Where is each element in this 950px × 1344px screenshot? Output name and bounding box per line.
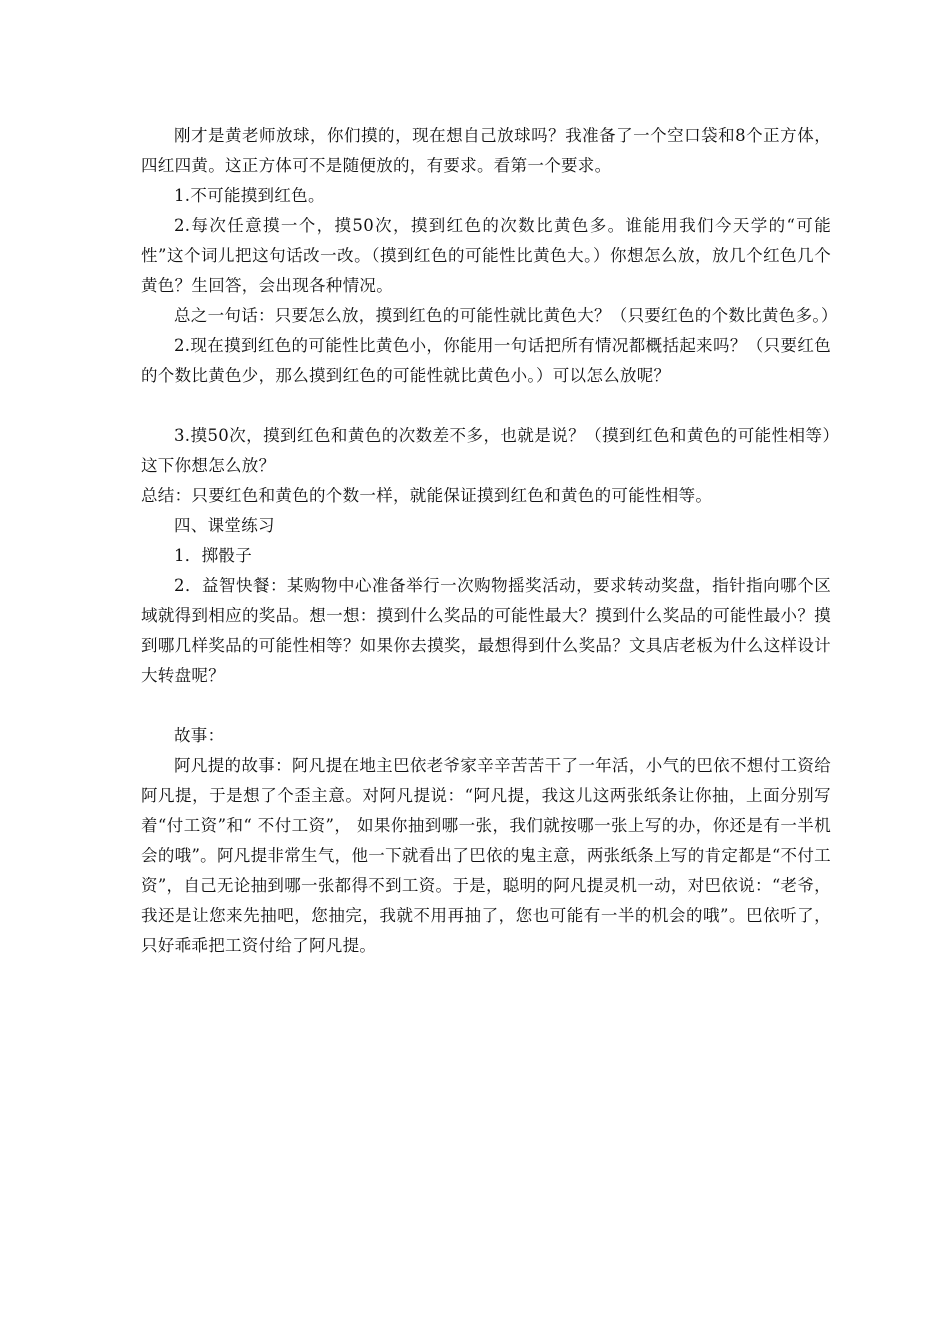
section-heading-practice: 四、课堂练习 — [174, 516, 275, 535]
paragraph-summary-sentence: 总之一句话：只要怎么放，摸到红色的可能性就比黄色大？（只要红色的个数比黄色多。） — [174, 306, 838, 325]
paragraph-requirement-2: 2.每次任意摸一个，摸50次，摸到红色的次数比黄色多。谁能用我们今天学的“可能性”这个词儿把这句话改一改。（摸到红色的可能性比黄色大。）你想怎么放，放几个红色几个黄色？生回答，会出现各种情况。 — [141, 216, 831, 295]
blank-line — [141, 391, 831, 421]
practice-item-1: 1．掷骰子 — [174, 546, 252, 565]
story-heading: 故事： — [174, 726, 225, 745]
paragraph-requirement-1: 1.不可能摸到红色。 — [174, 186, 325, 205]
blank-line — [141, 691, 831, 721]
document-body — [141, 121, 838, 961]
practice-item-2: 2．益智快餐：某购物中心准备举行一次购物摇奖活动，要求转动奖盘，指针指向哪个区域就得到相应的奖品。想一想：摸到什么奖品的可能性最大？摸到什么奖品的可能性最小？摸到哪几样奖品的可能性相等？如果你去摸奖，最想得到什么奖品？文具店老板为什么这样设计大转盘呢？ — [141, 576, 831, 685]
story-body: 阿凡提的故事：阿凡提在地主巴依老爷家辛辛苦苦干了一年活，小气的巴依不想付工资给阿凡提，于是想了个歪主意。对阿凡提说：“阿凡提，我这儿这两张纸条让你抽，上面分别写着“付工资”和“ 不付工资”， 如果你抽到哪一张，我们就按哪一张上写的办，你还是有一半机会的哦”。阿凡提非常生气，他一下就看出了巴依的鬼主意，两张纸条上写的肯定都是“不付工资”，自己无论抽到哪一张都得不到工资。于是，聪明的阿凡提灵机一动，对巴依说：“老爷，我还是让您来先抽吧，您抽完，我就不用再抽了，您也可能有一半的机会的哦”。巴依听了，只好乖乖把工资付给了阿凡提。 — [141, 756, 831, 955]
paragraph-requirement-3: 3.摸50次，摸到红色和黄色的次数差不多，也就是说？（摸到红色和黄色的可能性相等）这下你想怎么放？ — [141, 426, 831, 475]
paragraph-requirement-2b: 2.现在摸到红色的可能性比黄色小，你能用一句话把所有情况都概括起来吗？（只要红色的个数比黄色少，那么摸到红色的可能性就比黄色小。）可以怎么放呢？ — [141, 336, 831, 385]
paragraph-intro: 刚才是黄老师放球，你们摸的，现在想自己放球吗？我准备了一个空口袋和8个正方体，四红四黄。这正方体可不是随便放的，有要求。看第一个要求。 — [141, 126, 831, 175]
paragraph-conclusion: 总结：只要红色和黄色的个数一样，就能保证摸到红色和黄色的可能性相等。 — [141, 486, 713, 505]
